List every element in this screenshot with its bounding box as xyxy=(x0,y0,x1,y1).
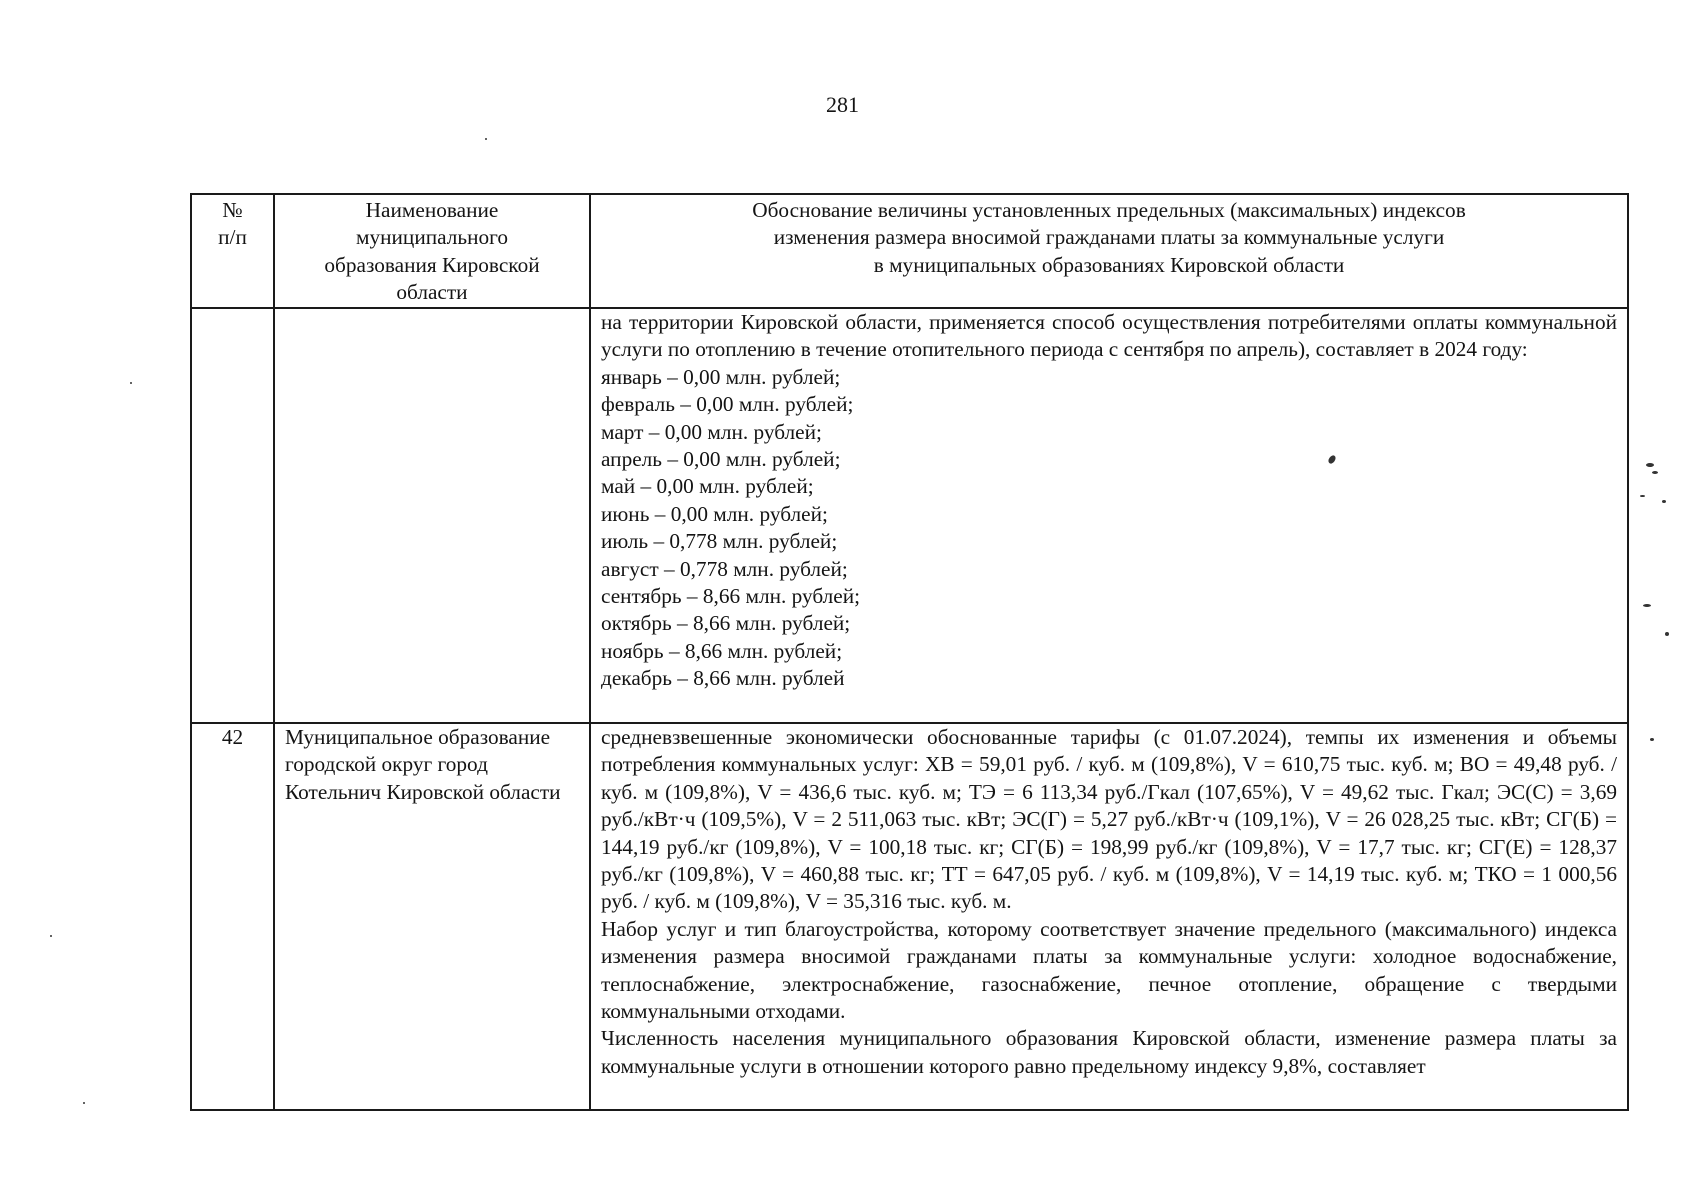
month-payment: сентябрь – 8,66 млн. рублей; xyxy=(601,584,861,609)
table-header-row xyxy=(191,194,1628,308)
month-payment: октябрь – 8,66 млн. рублей; xyxy=(601,611,851,636)
row-justification-cell xyxy=(590,308,1628,723)
page-number: 281 xyxy=(826,92,859,117)
month-payment: май – 0,00 млн. рублей; xyxy=(601,474,814,499)
header-municipality-line: образования Кировской xyxy=(324,252,540,277)
month-payment: февраль – 0,00 млн. рублей; xyxy=(601,392,854,417)
header-justification xyxy=(590,194,1628,308)
row-justification-cell xyxy=(590,723,1628,1110)
header-number-line: № xyxy=(222,198,243,222)
continuation-intro: на территории Кировской области, применяется способ осуществления потребителями оплаты коммунальной услуги по отоплению в течение отопительного периода с сентября по апрель), составляет в 2024 году: xyxy=(601,310,1617,362)
row-number-cell xyxy=(191,308,274,723)
row-municipality-cell xyxy=(274,308,590,723)
month-payment: ноябрь – 8,66 млн. рублей; xyxy=(601,638,843,663)
scan-speck xyxy=(1652,471,1658,474)
scan-speck xyxy=(1665,632,1669,636)
month-payment: июнь – 0,00 млн. рублей; xyxy=(601,501,828,526)
scan-speck xyxy=(83,1102,85,1104)
scan-speck xyxy=(1650,738,1654,741)
month-payment: январь – 0,00 млн. рублей; xyxy=(601,364,841,389)
header-number-line: п/п xyxy=(218,225,247,250)
header-justification-line: Обоснование величины установленных предельных (максимальных) индексов xyxy=(752,198,1466,222)
table-row xyxy=(191,308,1628,723)
month-payment: март – 0,00 млн. рублей; xyxy=(601,419,822,444)
month-payment: апрель – 0,00 млн. рублей; xyxy=(601,447,841,472)
tariffs-paragraph: средневзвешенные экономически обоснованные тарифы (с 01.07.2024), темпы их изменения и объемы потребления коммунальных услуг: ХВ = 59,01 руб. / куб. м (109,8%), V = 610,75 тыс. куб. м; ВО = 49,48 руб. / куб. м (109,8%), V = 436,6 тыс. куб. м; ТЭ = 6 113,34 руб./Гкал (107,65%), V = 49,62 тыс. Гкал; ЭС(С) = 3,69 руб./кВт·ч (109,5%), V = 2 511,063 тыс. кВт; ЭС(Г) = 5,27 руб./кВт·ч (109,1%), V = 26 028,25 тыс. кВт; СГ(Б) = 144,19 руб./кг (109,8%), V = 100,18 тыс. кг; СГ(Б) = 198,99 руб./кг (109,8%), V = 17,7 тыс. кг; СГ(Е) = 128,37 руб./кг (109,8%), V = 460,88 тыс. кг; ТТ = 647,05 руб. / куб. м (109,8%), V = 14,19 тыс. куб. м; ТКО = 1 000,56 руб. / куб. м (109,8%), V = 35,316 тыс. куб. м. xyxy=(601,725,1617,914)
month-payment: август – 0,778 млн. рублей; xyxy=(601,556,848,581)
month-payment: июль – 0,778 млн. рублей; xyxy=(601,529,838,554)
header-municipality-line: муниципального xyxy=(356,225,508,250)
scan-speck xyxy=(1646,463,1654,467)
header-municipality xyxy=(274,194,590,308)
scan-speck xyxy=(485,138,487,140)
row-number-cell: 42 xyxy=(191,723,274,1110)
scan-speck xyxy=(50,935,52,937)
scan-speck xyxy=(1643,604,1651,607)
month-payment: декабрь – 8,66 млн. рублей xyxy=(601,666,845,691)
table-row xyxy=(191,723,1628,1110)
tariff-index-table xyxy=(190,193,1629,1111)
header-municipality-line: Наименование xyxy=(365,198,499,222)
header-number xyxy=(191,194,274,308)
scan-speck xyxy=(1640,495,1645,497)
scan-speck xyxy=(130,382,132,384)
header-municipality-line: области xyxy=(396,280,468,305)
scan-speck xyxy=(1662,500,1666,503)
header-justification-line: в муниципальных образованиях Кировской области xyxy=(873,252,1345,277)
population-paragraph: Численность населения муниципального образования Кировской области, изменение размера платы за коммунальные услуги в отношении которого равно предельному индексу 9,8%, составляет xyxy=(601,1026,1617,1078)
header-justification-line: изменения размера вносимой гражданами платы за коммунальные услуги xyxy=(773,225,1445,250)
row-municipality-cell: Муниципальное образование городской округ город Котельнич Кировской области xyxy=(274,723,590,1110)
services-paragraph: Набор услуг и тип благоустройства, которому соответствует значение предельного (максимального) индекса изменения размера вносимой гражданами платы за коммунальные услуги: холодное водоснабжение, теплоснабжение, электроснабжение, газоснабжение, печное отопление, обращение с твердыми коммунальными отходами. xyxy=(601,916,1617,1024)
